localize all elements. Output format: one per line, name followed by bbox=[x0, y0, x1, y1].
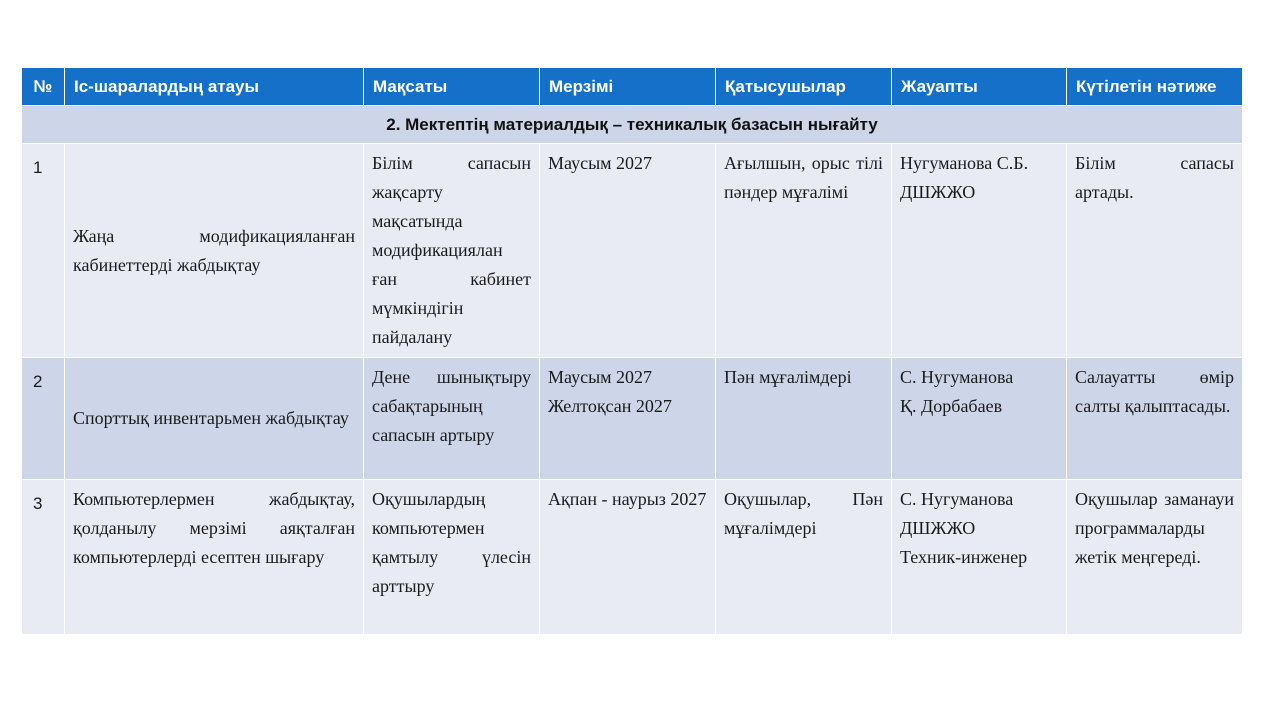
table-header-row bbox=[22, 68, 1243, 106]
term-line: Ақпан - наурыз 2027 bbox=[548, 489, 707, 509]
term-line: Маусым 2027 bbox=[548, 367, 653, 387]
row-responsible bbox=[892, 358, 1067, 480]
header-term: Мерзімі bbox=[540, 68, 716, 106]
term-line: Желтоқсан 2027 bbox=[548, 396, 672, 416]
row-expected-result: Салауатты өмір салты қалыптасады. bbox=[1067, 358, 1243, 480]
header-goal: Мақсаты bbox=[364, 68, 540, 106]
row-number: 1 bbox=[22, 144, 65, 358]
row-responsible bbox=[892, 144, 1067, 358]
responsible-line: С. Нугуманова bbox=[900, 489, 1014, 509]
section-row bbox=[22, 106, 1243, 144]
responsible-line: Техник-инженер bbox=[900, 547, 1028, 567]
header-event-name: Іс-шаралардың атауы bbox=[65, 68, 364, 106]
term-line: Маусым 2027 bbox=[548, 153, 653, 173]
row-goal: Білім сапасын жақсарту мақсатында модификациялан ған кабинет мүмкіндігін пайдалану bbox=[364, 144, 540, 358]
responsible-line: ДШЖЖО bbox=[900, 182, 976, 202]
row-participants: Пән мұғалімдері bbox=[716, 358, 892, 480]
header-number: № bbox=[22, 68, 65, 106]
row-number: 2 bbox=[22, 358, 65, 480]
row-event-name: Спорттық инвентарьмен жабдықтау bbox=[65, 358, 364, 480]
responsible-line: Қ. Дорбабаев bbox=[900, 396, 1003, 416]
row-term bbox=[540, 480, 716, 635]
header-expected-result: Күтілетін нәтиже bbox=[1067, 68, 1243, 106]
plan-table bbox=[21, 67, 1243, 635]
row-event-name: Жаңа модификацияланған кабинеттерді жабдықтау bbox=[65, 144, 364, 358]
row-goal: Дене шынықтыру сабақтарының сапасын артыру bbox=[364, 358, 540, 480]
row-term bbox=[540, 358, 716, 480]
responsible-line: С. Нугуманова bbox=[900, 367, 1014, 387]
row-responsible bbox=[892, 480, 1067, 635]
row-goal: Оқушылардың компьютермен қамтылу үлесін арттыру bbox=[364, 480, 540, 635]
responsible-line: Нугуманова С.Б. bbox=[900, 153, 1029, 173]
row-event-name: Компьютерлермен жабдықтау, қолданылу мерзімі аяқталған компьютерлерді есептен шығару bbox=[65, 480, 364, 635]
row-participants: Ағылшын, орыс тілі пәндер мұғалімі bbox=[716, 144, 892, 358]
row-participants: Оқушылар, Пән мұғалімдері bbox=[716, 480, 892, 635]
table-row bbox=[22, 358, 1243, 480]
header-responsible: Жауапты bbox=[892, 68, 1067, 106]
table-row bbox=[22, 144, 1243, 358]
row-number: 3 bbox=[22, 480, 65, 635]
row-expected-result: Оқушылар заманауи программаларды жетік меңгереді. bbox=[1067, 480, 1243, 635]
row-term bbox=[540, 144, 716, 358]
header-participants: Қатысушылар bbox=[716, 68, 892, 106]
responsible-line: ДШЖЖО bbox=[900, 518, 976, 538]
row-expected-result: Білім сапасы артады. bbox=[1067, 144, 1243, 358]
table-row bbox=[22, 480, 1243, 635]
section-title: 2. Мектептің материалдық – техникалық базасын нығайту bbox=[22, 106, 1243, 144]
